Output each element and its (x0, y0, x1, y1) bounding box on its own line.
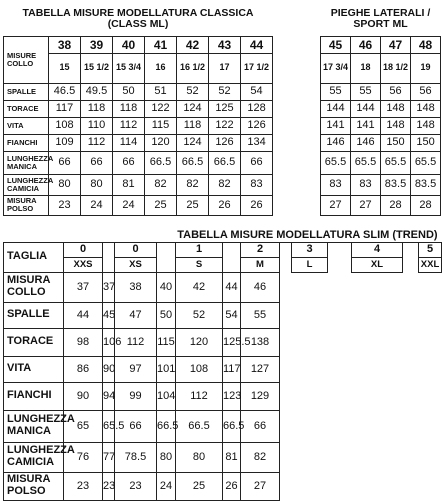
table-cell: 26 (241, 195, 273, 215)
table-cell: 148 (411, 100, 441, 117)
table-cell: 112 (176, 382, 223, 410)
table-cell: 56 (381, 83, 411, 100)
column-gap (223, 242, 241, 272)
table-row (321, 134, 441, 151)
size-number: 5 (419, 242, 442, 257)
table-row (4, 382, 442, 410)
table-cell: 52 (209, 83, 241, 100)
table-cell: 66.5 (177, 151, 209, 174)
table-cell: 52 (176, 302, 223, 328)
table-cell: 80 (81, 174, 113, 195)
table-cell: 50 (113, 83, 145, 100)
table-cell: 50 (157, 302, 176, 328)
table-cell: 146 (321, 134, 351, 151)
table-cell: 37 (64, 272, 103, 302)
table-row (4, 328, 442, 356)
table-cell: 66.5 (145, 151, 177, 174)
table-cell: 42 (176, 272, 223, 302)
table-cell: 117 (49, 100, 81, 117)
table-cell: 150 (381, 134, 411, 151)
table-row (4, 100, 273, 117)
table-row (4, 195, 273, 215)
size-header: 43 (209, 36, 241, 53)
table-cell: 55 (321, 83, 351, 100)
table-cell: 52 (177, 83, 209, 100)
table-row (4, 442, 442, 472)
row-label: LUNGHEZZA CAMICIA (4, 442, 64, 472)
table-cell: 81 (223, 442, 241, 472)
table-cell: 24 (113, 195, 145, 215)
table-cell: 66 (113, 151, 145, 174)
size-code: XXL (419, 257, 442, 272)
table-cell: 80 (49, 174, 81, 195)
table-cell: 38 (115, 272, 157, 302)
pleats-size-table (320, 3, 441, 216)
size-code: S (176, 257, 223, 272)
table-cell: 144 (351, 100, 381, 117)
table-cell: 120 (145, 134, 177, 151)
table-cell: 97 (115, 356, 157, 382)
table-cell: 115 (145, 117, 177, 134)
table-cell: 66.5 (176, 410, 223, 442)
size-header: 39 (81, 36, 113, 53)
table-cell: 108 (176, 356, 223, 382)
size-header: 41 (145, 36, 177, 53)
size-code: XXS (64, 257, 103, 272)
table-cell: 129 (241, 382, 280, 410)
table-cell: 123 (223, 382, 241, 410)
table-cell: 28 (411, 195, 441, 215)
slim-size-table (3, 228, 442, 501)
table-cell: 49.5 (81, 83, 113, 100)
table-cell: 37 (103, 272, 115, 302)
collar-measure: 16 (145, 53, 177, 83)
row-label: TORACE (4, 100, 49, 117)
table-cell: 134 (241, 134, 273, 151)
collar-measure: 15 (49, 53, 81, 83)
row-label: MISURA POLSO (4, 195, 49, 215)
table-row (4, 151, 273, 174)
table-row (4, 83, 273, 100)
classic-table-title: TABELLA MISURE MODELLATURA CLASSICA (CLASS ML) (4, 3, 273, 36)
table-cell: 124 (177, 100, 209, 117)
table-cell: 26 (223, 472, 241, 500)
table-cell: 90 (64, 382, 103, 410)
table-cell: 86 (64, 356, 103, 382)
table-cell: 117 (223, 356, 241, 382)
size-header: 46 (351, 36, 381, 53)
table-cell: 54 (241, 83, 273, 100)
table-cell: 141 (351, 117, 381, 134)
table-cell: 44 (64, 302, 103, 328)
collar-measure: 15 3/4 (113, 53, 145, 83)
table-cell: 66.5 (223, 410, 241, 442)
table-cell: 81 (113, 174, 145, 195)
table-cell: 55 (241, 302, 280, 328)
table-cell: 23 (103, 472, 115, 500)
pleats-table-title: PIEGHE LATERALI / SPORT ML (321, 3, 441, 36)
table-row (4, 302, 442, 328)
table-cell: 80 (176, 442, 223, 472)
table-cell: 66 (81, 151, 113, 174)
size-number: 0 (64, 242, 103, 257)
collar-measure: 17 1/2 (241, 53, 273, 83)
size-number: 4 (352, 242, 403, 257)
table-cell: 51 (145, 83, 177, 100)
table-cell: 46.5 (49, 83, 81, 100)
collar-measure: 17 (209, 53, 241, 83)
size-header: 48 (411, 36, 441, 53)
size-header: 44 (241, 36, 273, 53)
table-cell: 90 (103, 356, 115, 382)
slim-table-title: TABELLA MISURE MODELLATURA SLIM (TREND) (4, 228, 442, 242)
table-cell: 66 (241, 151, 273, 174)
table-cell: 65 (64, 410, 103, 442)
table-cell: 40 (157, 272, 176, 302)
table-cell: 66.5 (157, 410, 176, 442)
table-cell: 94 (103, 382, 115, 410)
collar-measure: 18 (351, 53, 381, 83)
row-label: LUNGHEZZA CAMICIA (4, 174, 49, 195)
table-cell: 56 (411, 83, 441, 100)
table-cell: 82 (177, 174, 209, 195)
table-cell: 66.5 (209, 151, 241, 174)
table-cell: 146 (351, 134, 381, 151)
size-header: 45 (321, 36, 351, 53)
table-cell: 27 (241, 472, 280, 500)
table-cell: 27 (321, 195, 351, 215)
table-row (4, 117, 273, 134)
table-cell: 118 (113, 100, 145, 117)
row-label: SPALLE (4, 302, 64, 328)
table-cell: 141 (321, 117, 351, 134)
table-cell: 55 (351, 83, 381, 100)
table-cell: 47 (115, 302, 157, 328)
row-label: MISURA COLLO (4, 272, 64, 302)
table-cell: 27 (351, 195, 381, 215)
table-cell: 65.5 (103, 410, 115, 442)
size-label: TAGLIA (4, 242, 64, 272)
table-cell: 25 (145, 195, 177, 215)
size-code: XL (352, 257, 403, 272)
row-label: FIANCHI (4, 382, 64, 410)
table-cell: 77 (103, 442, 115, 472)
table-cell: 83 (241, 174, 273, 195)
table-row (4, 410, 442, 442)
size-header: 40 (113, 36, 145, 53)
table-cell: 65.5 (351, 151, 381, 174)
row-label: VITA (4, 117, 49, 134)
size-header: 47 (381, 36, 411, 53)
table-cell: 120 (176, 328, 223, 356)
table-cell: 45 (103, 302, 115, 328)
collar-measure: 18 1/2 (381, 53, 411, 83)
table-cell: 114 (113, 134, 145, 151)
table-cell: 122 (145, 100, 177, 117)
table-cell: 65.5 (411, 151, 441, 174)
column-gap (328, 242, 352, 272)
table-cell: 101 (157, 356, 176, 382)
table-cell: 122 (209, 117, 241, 134)
table-cell: 150 (411, 134, 441, 151)
table-cell: 78.5 (115, 442, 157, 472)
column-gap (403, 242, 419, 272)
classic-size-table (3, 3, 273, 216)
table-cell: 44 (223, 272, 241, 302)
size-number: 3 (292, 242, 328, 257)
table-row (321, 117, 441, 134)
table-cell: 138 (241, 328, 280, 356)
table-row (321, 100, 441, 117)
table-cell: 112 (81, 134, 113, 151)
column-gap (280, 242, 292, 272)
table-cell: 28 (381, 195, 411, 215)
table-row (321, 174, 441, 195)
size-header: 42 (177, 36, 209, 53)
table-cell: 99 (115, 382, 157, 410)
table-row (4, 134, 273, 151)
table-cell: 125 (209, 100, 241, 117)
table-cell: 148 (381, 100, 411, 117)
table-row (4, 472, 442, 500)
row-label: MISURA POLSO (4, 472, 64, 500)
row-label: VITA (4, 356, 64, 382)
row-label: FIANCHI (4, 134, 49, 151)
size-header: 38 (49, 36, 81, 53)
table-row (321, 83, 441, 100)
collar-size-label: MISURE COLLO (4, 36, 49, 83)
table-cell: 118 (177, 117, 209, 134)
table-cell: 110 (81, 117, 113, 134)
table-cell: 98 (64, 328, 103, 356)
table-row (4, 174, 273, 195)
table-cell: 104 (157, 382, 176, 410)
table-cell: 118 (81, 100, 113, 117)
column-gap (103, 242, 115, 272)
table-cell: 26 (209, 195, 241, 215)
row-label: SPALLE (4, 83, 49, 100)
table-row (4, 272, 442, 302)
table-cell: 66 (49, 151, 81, 174)
size-number: 1 (176, 242, 223, 257)
table-cell: 112 (113, 117, 145, 134)
collar-measure: 15 1/2 (81, 53, 113, 83)
table-cell: 125.5 (223, 328, 241, 356)
table-cell: 108 (49, 117, 81, 134)
size-number: 2 (241, 242, 280, 257)
size-code: L (292, 257, 328, 272)
table-cell: 115 (157, 328, 176, 356)
table-cell: 83 (351, 174, 381, 195)
table-cell: 80 (157, 442, 176, 472)
row-label: LUNGHEZZA MANICA (4, 410, 64, 442)
table-cell: 126 (209, 134, 241, 151)
table-cell: 23 (64, 472, 103, 500)
table-cell: 124 (177, 134, 209, 151)
table-cell: 83 (321, 174, 351, 195)
table-cell: 66 (115, 410, 157, 442)
table-cell: 23 (49, 195, 81, 215)
table-cell: 82 (241, 442, 280, 472)
table-cell: 148 (381, 117, 411, 134)
size-code: M (241, 257, 280, 272)
column-gap (157, 242, 176, 272)
table-cell: 82 (209, 174, 241, 195)
size-number: 0 (115, 242, 157, 257)
table-cell: 46 (241, 272, 280, 302)
table-cell: 23 (115, 472, 157, 500)
table-cell: 127 (241, 356, 280, 382)
collar-measure: 16 1/2 (177, 53, 209, 83)
table-row (321, 151, 441, 174)
table-cell: 65.5 (381, 151, 411, 174)
table-cell: 112 (115, 328, 157, 356)
size-code: XS (115, 257, 157, 272)
collar-measure: 19 (411, 53, 441, 83)
table-cell: 66 (241, 410, 280, 442)
table-cell: 25 (177, 195, 209, 215)
table-cell: 76 (64, 442, 103, 472)
table-cell: 144 (321, 100, 351, 117)
table-cell: 24 (81, 195, 113, 215)
table-cell: 83.5 (411, 174, 441, 195)
table-cell: 106 (103, 328, 115, 356)
table-cell: 109 (49, 134, 81, 151)
row-label: TORACE (4, 328, 64, 356)
table-cell: 83.5 (381, 174, 411, 195)
table-cell: 128 (241, 100, 273, 117)
table-cell: 24 (157, 472, 176, 500)
row-label: LUNGHEZZA MANICA (4, 151, 49, 174)
table-cell: 148 (411, 117, 441, 134)
table-cell: 65.5 (321, 151, 351, 174)
table-cell: 25 (176, 472, 223, 500)
collar-measure: 17 3/4 (321, 53, 351, 83)
table-cell: 126 (241, 117, 273, 134)
table-cell: 82 (145, 174, 177, 195)
table-row (321, 195, 441, 215)
table-row (4, 356, 442, 382)
table-cell: 54 (223, 302, 241, 328)
